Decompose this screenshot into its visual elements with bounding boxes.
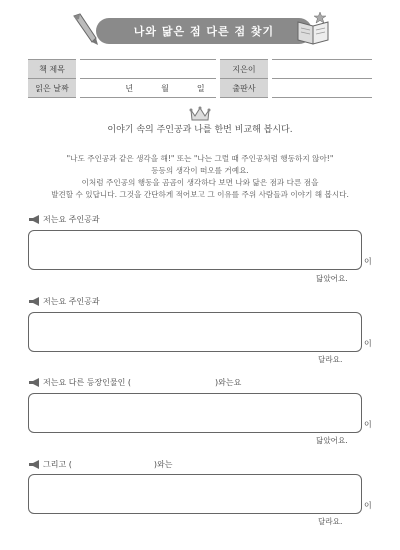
intro-line: "나도 주인공과 같은 생각을 해!" 또는 "나는 그럴 때 주인공처럼 행동하지 않아!" [66,154,334,163]
publisher-field[interactable] [272,79,372,98]
megaphone-icon [28,297,40,306]
month-label: 월 [161,83,169,93]
book-title-label: 책 제목 [28,60,76,79]
publisher-label: 출판사 [220,79,268,98]
intro-paragraph [30,153,370,201]
closing-text: 닮았어요. [316,274,348,283]
answer-box-2[interactable] [28,312,362,352]
closing-text: 닮았어요. [316,436,348,445]
prompt-similar-protagonist [28,214,100,225]
megaphone-icon [28,378,40,387]
prompt-text: 저는요 다른 등장인물인 ( [43,378,132,387]
page-title: 나와 닮은 점 다른 점 찾기 [96,18,312,44]
prompt-tail-text: )와는 [153,460,173,469]
crown-icon [189,106,211,122]
author-label: 지은이 [220,60,268,79]
prompt-similar-character [28,377,241,388]
megaphone-icon [28,215,40,224]
instruction-text: 이야기 속의 주인공과 나를 한번 비교해 봅시다. [107,125,293,135]
book-info-table [28,59,372,98]
answer-box-4[interactable] [28,474,362,514]
day-label: 일 [196,83,205,93]
intro-line: 발견할 수 있답니다. 그것을 간단하게 적어보고 그 이유를 주위 사람들과 이야기 해 봅시다. [51,190,349,199]
intro-line: 이처럼 주인공의 행동을 곰곰이 생각하다 보면 나와 닮은 점과 다른 점을 [81,178,319,187]
read-date-label: 읽은 날짜 [28,79,76,98]
prompt-different-character [28,459,172,470]
suffix-text: 이 [364,257,372,266]
prompt-different-protagonist [28,296,100,307]
answer-box-3[interactable] [28,393,362,433]
prompt-tail-text: )와는요 [215,378,242,387]
prompt-text: 저는요 주인공과 [43,297,100,306]
book-icon [296,10,330,46]
prompt-text: 저는요 주인공과 [43,215,100,224]
year-label: 년 [125,83,134,93]
closing-text: 달라요. [318,355,343,364]
closing-text: 달라요. [318,517,343,526]
suffix-text: 이 [364,501,372,510]
prompt-text: 그리고 ( [43,460,72,469]
suffix-text: 이 [364,420,372,429]
answer-box-1[interactable] [28,230,362,270]
read-date-field[interactable] [80,79,216,98]
book-title-field[interactable] [80,60,216,79]
author-field[interactable] [272,60,372,79]
suffix-text: 이 [364,339,372,348]
megaphone-icon [28,460,40,469]
intro-line: 등등의 생각이 떠오를 거예요. [151,166,249,175]
